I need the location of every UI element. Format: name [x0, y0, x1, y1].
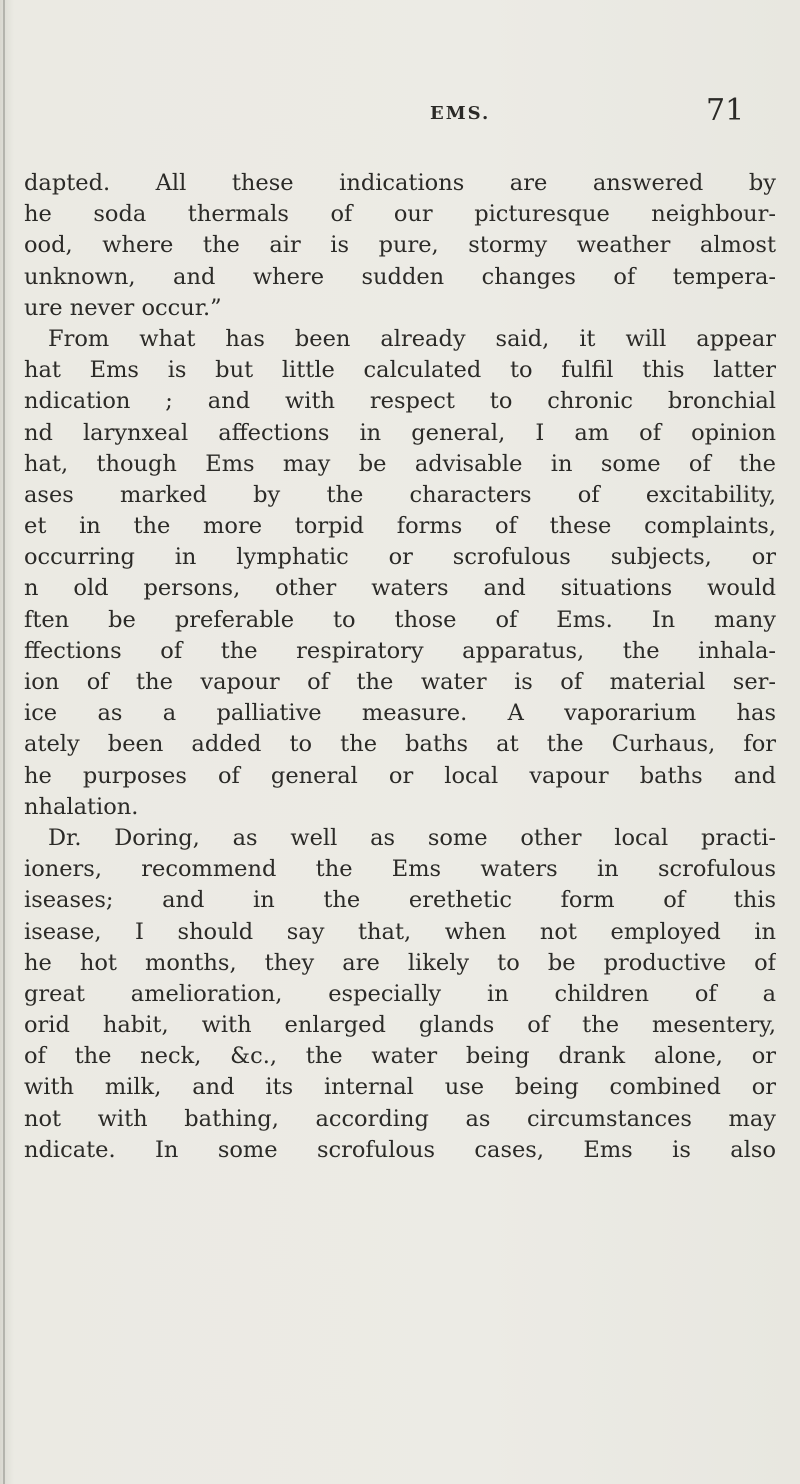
text-line: not with bathing, according as circumstances may: [24, 1105, 776, 1132]
text-line: ice as a palliative measure. A vaporarium has: [24, 700, 776, 727]
text-line: orid habit, with enlarged glands of the mesentery,: [24, 1012, 776, 1039]
text-line: of the neck, &c., the water being drank alone, or: [24, 1043, 776, 1070]
text-line: isease, I should say that, when not employed in: [24, 918, 776, 945]
text-line: great amelioration, especially in children of a: [24, 980, 776, 1007]
text-line: he purposes of general or local vapour baths and: [24, 762, 776, 789]
text-line: he soda thermals of our picturesque neighbour-: [24, 201, 776, 228]
text-line: n old persons, other waters and situations would: [24, 575, 776, 602]
text-line: ffections of the respiratory apparatus, the inhala-: [24, 637, 776, 664]
text-line: ndication ; and with respect to chronic bronchial: [24, 388, 776, 415]
text-line: ure never occur.”: [24, 294, 222, 321]
text-line: ndicate. In some scrofulous cases, Ems is also: [24, 1136, 776, 1163]
text-line: iseases; and in the erethetic form of this: [24, 887, 776, 914]
running-head: EMS.: [430, 103, 491, 124]
text-line: ately been added to the baths at the Curhaus, for: [24, 731, 776, 758]
text-line: nd larynxeal affections in general, I am of opinion: [24, 419, 776, 446]
text-line: ften be preferable to those of Ems. In many: [24, 606, 776, 633]
binding-gutter: [3, 0, 5, 1484]
text-line: ood, where the air is pure, stormy weather almost: [24, 232, 776, 259]
text-line: hat, though Ems may be advisable in some of the: [24, 450, 776, 477]
text-line: ion of the vapour of the water is of material ser-: [24, 669, 776, 695]
text-line: Dr. Doring, as well as some other local practi-: [48, 824, 776, 851]
text-line: nhalation.: [24, 793, 139, 820]
text-line: ases marked by the characters of excitability,: [24, 481, 776, 508]
text-line: he hot months, they are likely to be productive of: [24, 949, 776, 976]
text-line: ioners, recommend the Ems waters in scrofulous: [24, 856, 776, 883]
text-line: et in the more torpid forms of these complaints,: [24, 513, 776, 540]
text-line: unknown, and where sudden changes of tempera-: [24, 263, 776, 290]
text-line: dapted. All these indications are answered by: [24, 170, 776, 196]
text-line: occurring in lymphatic or scrofulous subjects, or: [24, 544, 776, 571]
page-header: [0, 93, 800, 133]
page-number: 71: [706, 93, 745, 128]
text-line: hat Ems is but little calculated to fulfil this latter: [24, 357, 776, 384]
text-line: From what has been already said, it will appear: [48, 325, 776, 352]
body-text: [24, 168, 776, 1166]
text-line: with milk, and its internal use being combined or: [24, 1074, 776, 1101]
